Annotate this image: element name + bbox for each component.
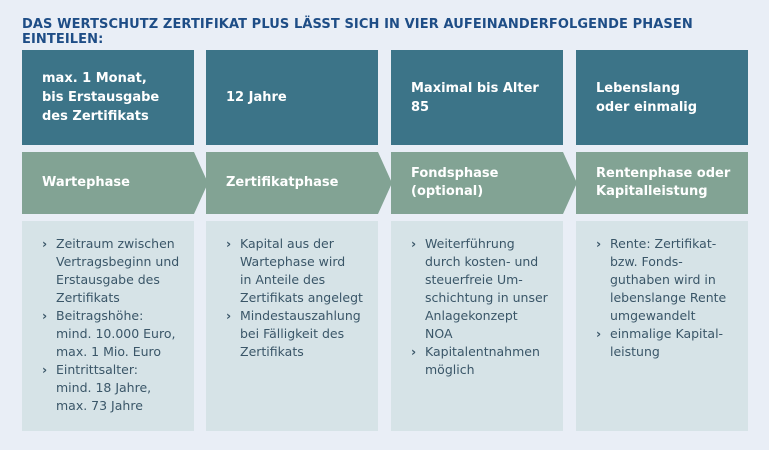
list-item: › Beitragshöhe: mind. 10.000 Euro, max. 1 Mio. Euro <box>42 307 180 361</box>
list-item: › Kapitalentnahmen möglich <box>411 343 549 379</box>
description-box <box>576 221 748 431</box>
description-box <box>391 221 563 431</box>
description-box <box>206 221 378 431</box>
phase-column-4 <box>576 50 748 431</box>
list-item: › Rente: Zertifikat- bzw. Fonds- guthaben wird in lebenslange Rente umgewandelt <box>596 235 734 325</box>
duration-box: Lebenslang oder einmalig <box>576 50 748 145</box>
phase-label: Zertifikatphase <box>226 175 339 190</box>
chevron-arrow <box>563 152 577 214</box>
phase-label: Wartephase <box>42 175 130 190</box>
duration-box: max. 1 Monat, bis Erstausgabe des Zertifikats <box>22 50 194 145</box>
duration-box: Maximal bis Alter 85 <box>391 50 563 145</box>
chevron-arrow <box>378 152 392 214</box>
phase-chevron <box>391 152 563 214</box>
phase-column-1 <box>22 50 194 431</box>
phase-column-3 <box>391 50 563 431</box>
list-item: › Kapital aus der Wartephase wird in Anteile des Zertifikats angelegt <box>226 235 364 307</box>
phase-chevron <box>576 152 748 214</box>
duration-box: 12 Jahre <box>206 50 378 145</box>
list-item: › einmalige Kapital- leistung <box>596 325 734 361</box>
phase-chevron <box>206 152 378 214</box>
list-item: › Zeitraum zwischen Vertragsbeginn und Erstausgabe des Zertifikats <box>42 235 180 307</box>
phase-label: Fondsphase (optional) <box>411 166 499 199</box>
phase-chevron <box>22 152 194 214</box>
description-box <box>22 221 194 431</box>
list-item: › Mindestauszahlung bei Fälligkeit des Zertifikats <box>226 307 364 361</box>
list-item: › Eintrittsalter: mind. 18 Jahre, max. 73 Jahre <box>42 361 180 415</box>
phase-label: Rentenphase oder Kapitalleistung <box>596 166 731 199</box>
diagram-title: DAS WERTSCHUTZ ZERTIFIKAT PLUS LÄSST SICH IN VIER AUFEINANDERFOLGENDE PHASEN EINTEILEN: <box>22 17 693 47</box>
phase-column-2 <box>206 50 378 431</box>
list-item: › Weiterführung durch kosten- und steuerfreie Um- schichtung in unser Anlagekonzept NOA <box>411 235 549 343</box>
